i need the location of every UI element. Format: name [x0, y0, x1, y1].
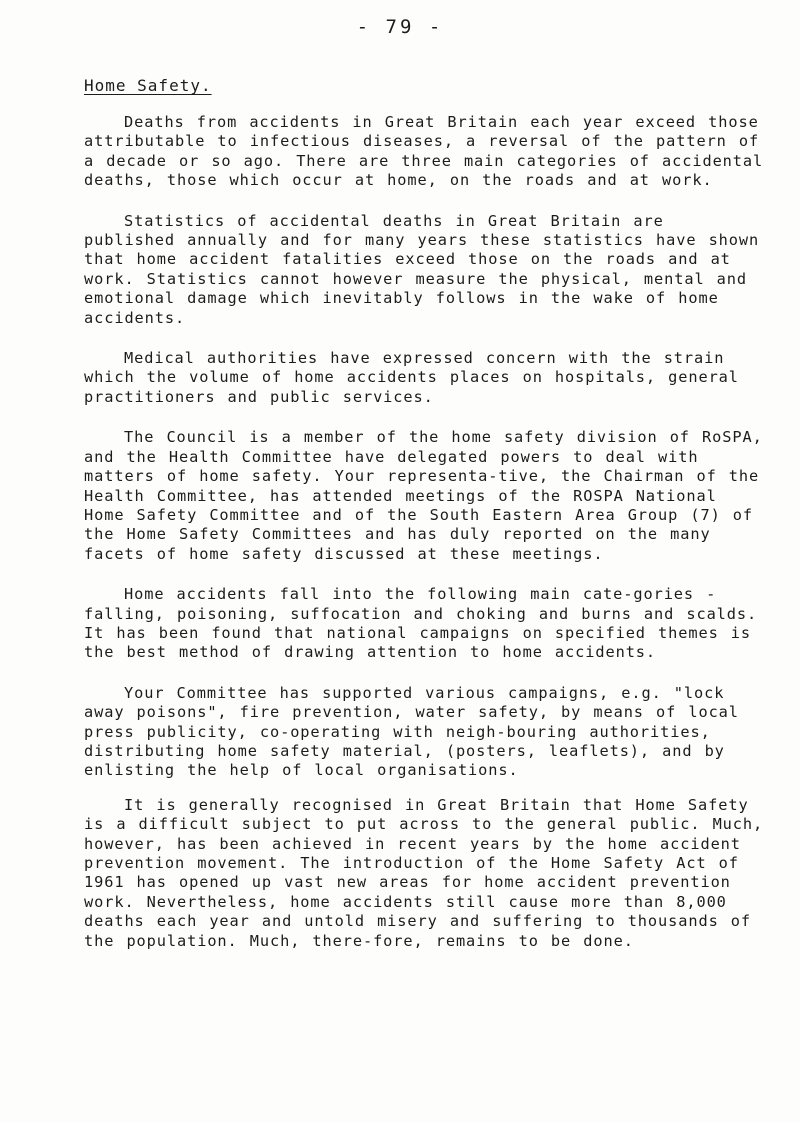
page-heading: Home Safety.: [84, 76, 212, 95]
paragraph-5: Home accidents fall into the following main cate-gories - falling, poisoning, suffocation and choking and burns and scalds. It has been found that national campaigns on specified themes is the best method of drawing attention to home accidents.: [84, 585, 758, 662]
paragraph-4: The Council is a member of the home safety division of RoSPA, and the Health Committee have delegated powers to deal with matters of home safety. Your representa-tive, the Chairman of the Health Committee, has attended meetings of the ROSPA National Home Safety Committee and of the South Eastern Area Group (7) of the Home Safety Committees and has duly reported on the many facets of home safety discussed at these meetings.: [84, 428, 763, 563]
page-number: - 79 -: [356, 16, 444, 38]
paragraph-2: Statistics of accidental deaths in Great Britain are published annually and for many years these statistics have shown that home accident fatalities exceed those on the roads and at work. Statistics cannot however measure the physical, mental and emotional damage which inevitably follows in the wake of home accidents.: [84, 211, 760, 327]
paragraph-1: Deaths from accidents in Great Britain each year exceed those attributable to infectious diseases, a reversal of the pattern of a decade or so ago. There are three main categories of accidental deaths, those which occur at home, on the roads and at work.: [84, 113, 764, 190]
paragraph-6: Your Committee has supported various campaigns, e.g. "lock away poisons", fire prevention, water safety, by means of local press publicity, co-operating with neigh-bouring authorities, distributing home safety material, (posters, leaflets), and by enlisting the help of local organisations.: [84, 683, 739, 780]
body-text: [84, 113, 764, 972]
paragraph-7: It is generally recognised in Great Britain that Home Safety is a difficult subject to put across to the general public. Much, however, has been achieved in recent years by the home accident prevention movement. The introduction of the Home Safety Act of 1961 has opened up vast new areas for home accident prevention work. Nevertheless, home accidents still cause more than 8,000 deaths each year and untold misery and suffering to thousands of the population. Much, there-fore, remains to be done.: [84, 795, 764, 950]
paragraph-3: Medical authorities have expressed concern with the strain which the volume of home accidents places on hospitals, general practitioners and public services.: [84, 349, 739, 406]
